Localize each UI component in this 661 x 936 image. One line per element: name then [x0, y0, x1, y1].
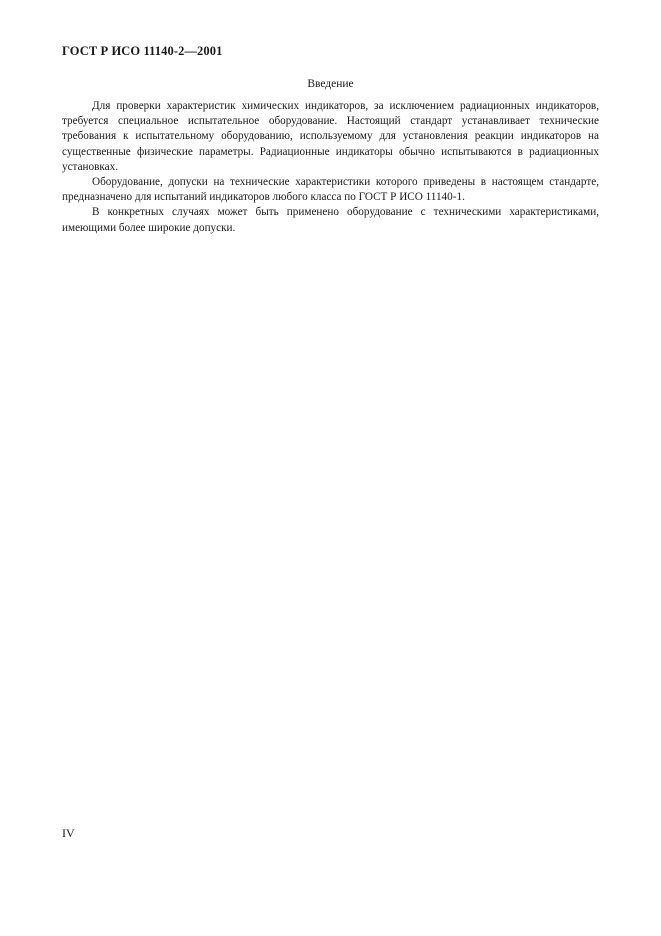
page-number: IV — [62, 826, 75, 840]
introduction-body — [62, 99, 599, 236]
paragraph-2: Оборудование, допуски на технические характеристики которого приведены в настоящем стандарте, предназначено для испытаний индикаторов любого класса по ГОСТ Р ИСО 11140-1. — [62, 176, 599, 204]
paragraph-1: Для проверки характеристик химических индикаторов, за исключением радиационных индикаторов, требуется специальное испытательное оборудование. Настоящий стандарт устанавливает технические требования к испытательному оборудованию, используемому для установления реакции индикаторов на существенные физические параметры. Радиационные индикаторы обычно испытываются в радиационных установках. — [62, 100, 599, 173]
section-title: Введение — [307, 78, 354, 90]
paragraph-3: В конкретных случаях может быть применено оборудование с техническими характеристиками, имеющими более широкие допуски. — [62, 206, 599, 234]
standard-header: ГОСТ Р ИСО 11140-2—2001 — [62, 44, 223, 58]
